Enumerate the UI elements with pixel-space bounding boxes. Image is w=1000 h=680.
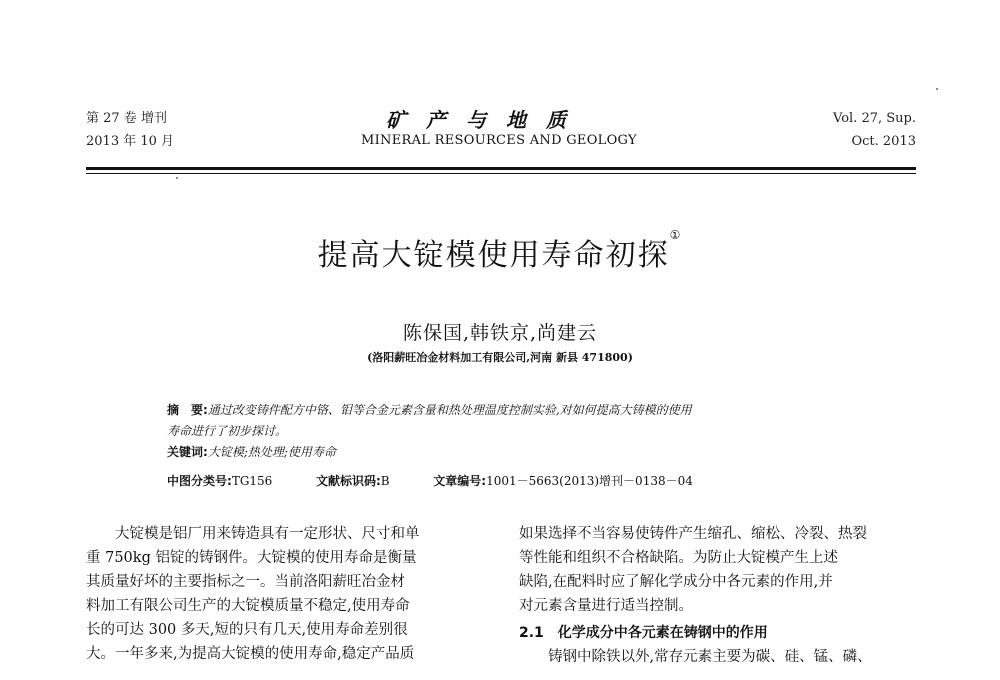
abstract-line-2: 寿命进行了初步探讨。 (167, 424, 288, 438)
body-line: 料加工有限公司生产的大锭模质量不稳定,使用寿命 (86, 598, 410, 614)
journal-title-cn: 矿产与地质 (386, 108, 586, 132)
journal-title-en: MINERAL RESOURCES AND GEOLOGY (361, 133, 637, 148)
clc-code: TG156 (231, 474, 273, 488)
body-line: 对元素含量进行适当控制。 (519, 598, 693, 614)
header-rule-thin (86, 173, 916, 174)
body-line: 等性能和组织不合格缺陷。为防止大锭模产生上述 (519, 550, 838, 566)
body-right-column (519, 522, 919, 669)
article-no-label: 文章编号: (433, 474, 487, 488)
authors: 陈保国,韩铁京,尚建云 (402, 322, 598, 344)
doc-code: B (380, 474, 390, 488)
volume-en: Vol. 27, Sup. (833, 111, 916, 126)
scan-dot (936, 88, 938, 90)
header-rule-thick (86, 167, 916, 170)
classification-line (167, 472, 887, 489)
keywords-label: 关键词: (167, 445, 208, 459)
body-left-column (86, 522, 482, 666)
doc-code-label: 文献标识码: (315, 474, 381, 488)
body-line: 如果选择不当容易使铸件产生缩孔、缩松、冷裂、热裂 (519, 526, 867, 542)
abstract (167, 400, 867, 463)
body-line: 其质量好坏的主要指标之一。当前洛阳薪旺冶金材 (86, 574, 405, 590)
abstract-line-1: 通过改变铸件配方中铬、钼等合金元素含量和热处理温度控制实验,对如何提高大铸模的使用 (207, 403, 692, 417)
body-line: 大。一年多来,为提高大锭模的使用寿命,稳定产品质 (86, 646, 415, 662)
title-footnote-mark: ① (669, 228, 683, 242)
section-heading: 2.1 化学成分中各元素在铸钢中的作用 (519, 625, 768, 641)
body-line: 长的可达 300 多天,短的只有几天,使用寿命差别很 (86, 622, 408, 638)
body-line: 大锭模是铝厂用来铸造具有一定形状、尺寸和单 (115, 526, 420, 542)
clc-label: 中图分类号: (167, 474, 232, 488)
article-title (0, 230, 1000, 274)
body-line: 铸钢中除铁以外,常存元素主要为碳、硅、锰、磷、 (548, 649, 872, 665)
issue-date: 2013 年 10 月 (86, 134, 175, 149)
article-no: 1001－5663(2013)增刊－0138－04 (486, 474, 693, 488)
volume-issue: 第 27 卷 增刊 (86, 111, 167, 126)
abstract-label: 摘 要: (167, 403, 208, 417)
keywords: 大锭模;热处理;使用寿命 (207, 445, 336, 459)
date-en: Oct. 2013 (851, 134, 916, 149)
article-title-text: 提高大锭模使用寿命初探 (317, 238, 670, 273)
body-line: 重 750kg 铝锭的铸钢件。大锭模的使用寿命是衡量 (86, 550, 417, 566)
scan-dot (176, 177, 178, 179)
affiliation: (洛阳薪旺冶金材料加工有限公司,河南 新县 471800) (367, 351, 633, 364)
body-line: 缺陷,在配料时应了解化学成分中各元素的作用,并 (519, 574, 833, 590)
